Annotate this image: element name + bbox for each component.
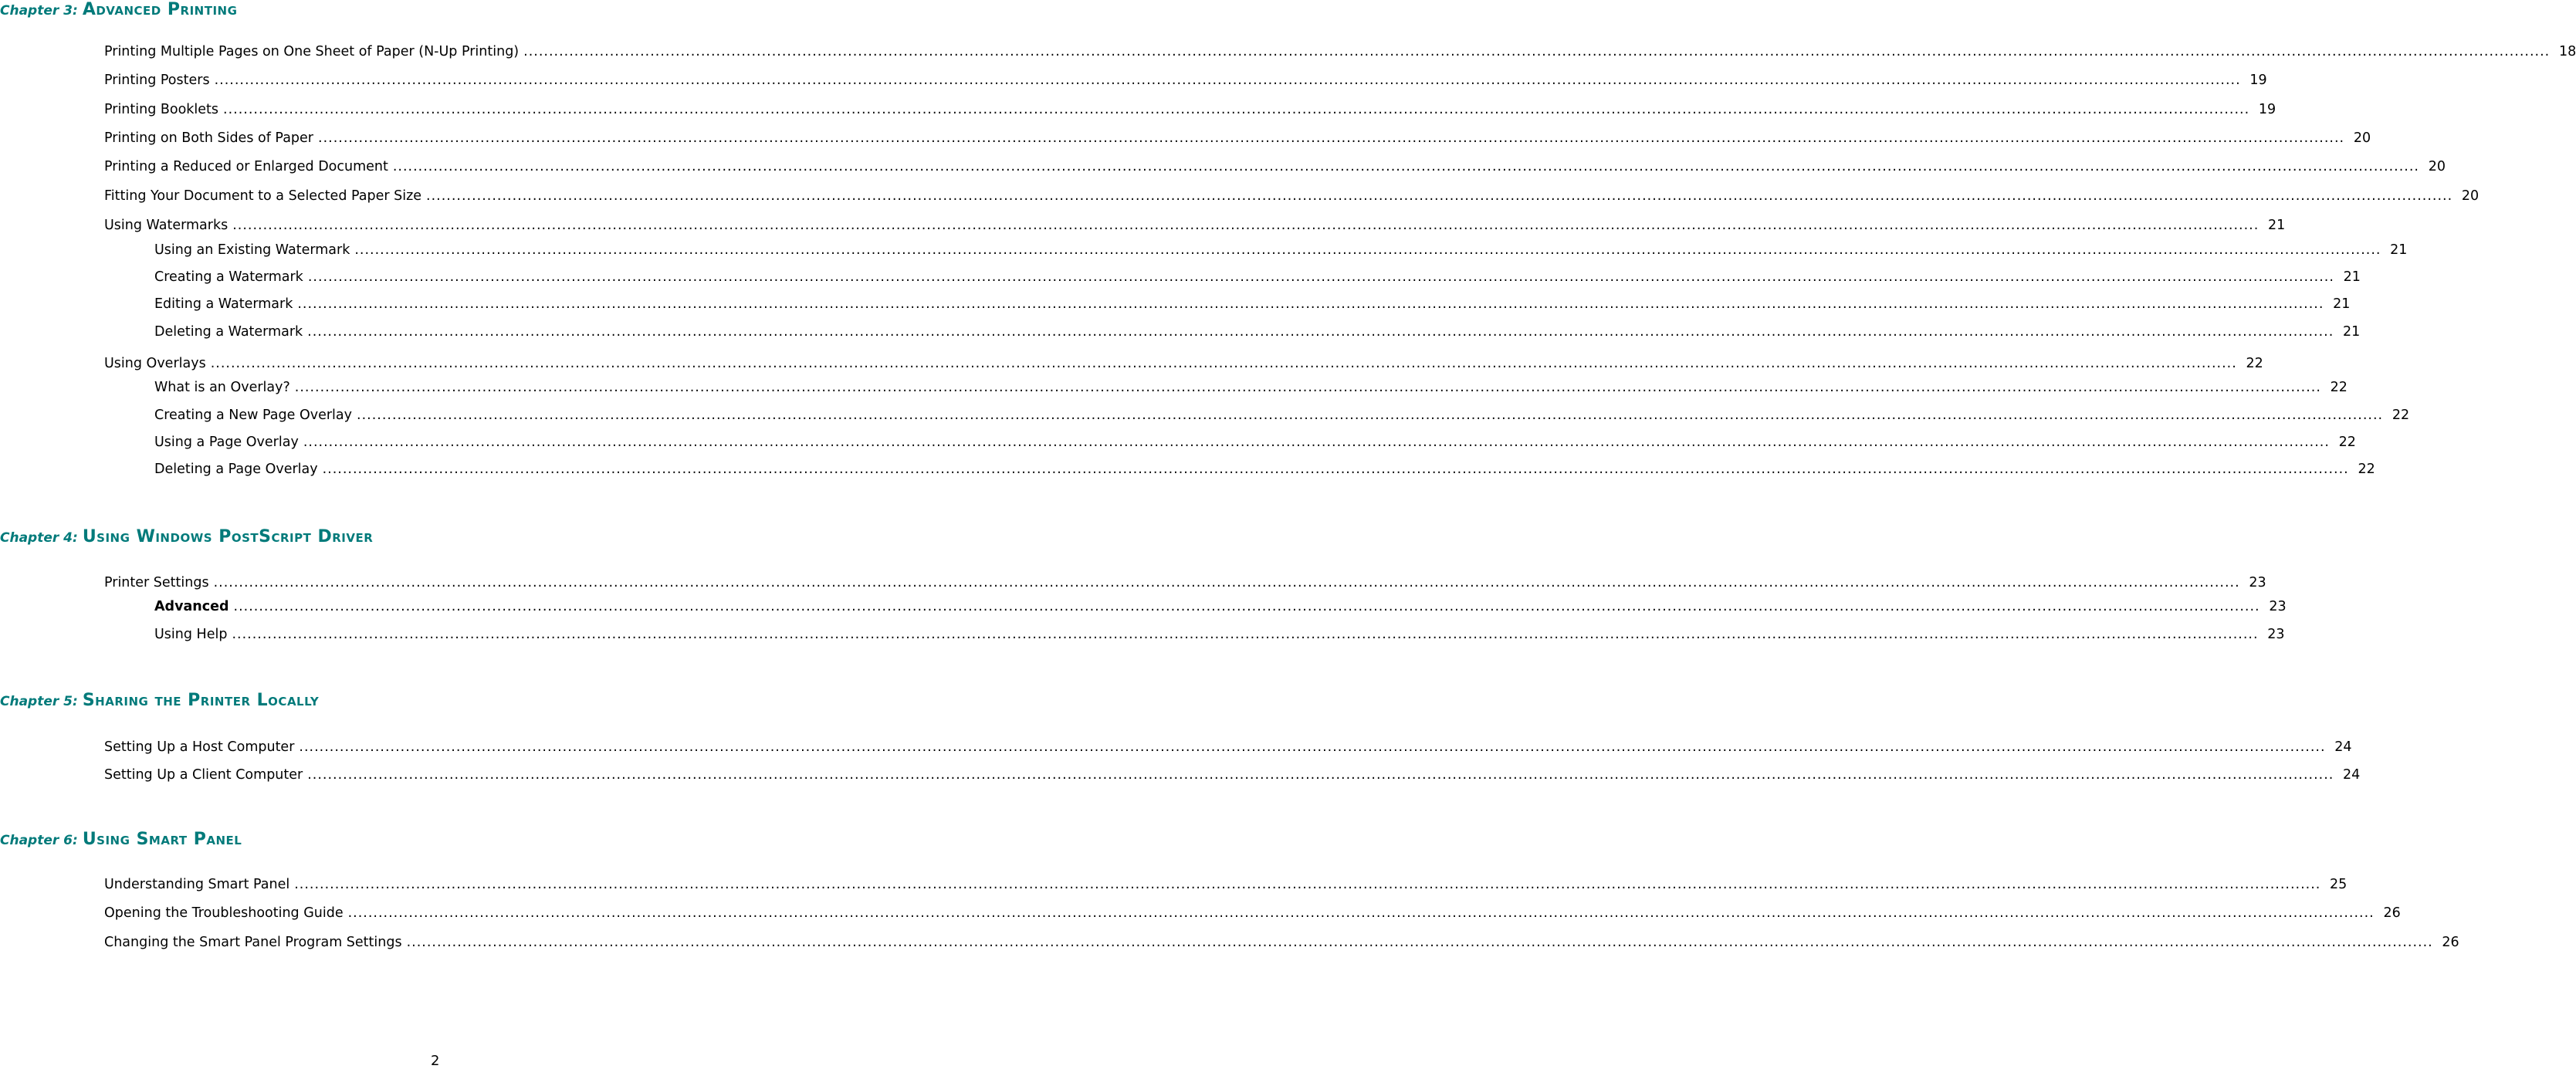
dot-leader: ................................................................................................................................................................................................................................................................................................................................................................................................................ xyxy=(232,218,2260,233)
toc-entry[interactable] xyxy=(154,242,2408,259)
chapter-heading xyxy=(0,830,242,849)
toc-entry-text: Deleting a Page Overlay xyxy=(154,462,318,477)
chapter-label: Chapter 3: xyxy=(0,3,78,19)
dot-leader: ................................................................................................................................................................................................................................................................................................................................................................................................................ xyxy=(303,435,2330,450)
dot-leader: ................................................................................................................................................................................................................................................................................................................................................................................................................ xyxy=(294,380,2321,395)
toc-entry[interactable] xyxy=(154,323,2361,340)
chapter-heading xyxy=(0,0,237,19)
toc-entry-page: 20 xyxy=(2461,188,2480,204)
toc-entry-text: Understanding Smart Panel xyxy=(104,877,290,892)
dot-leader: ................................................................................................................................................................................................................................................................................................................................................................................................................ xyxy=(318,130,2345,146)
toc-entry-text: Editing a Watermark xyxy=(154,296,293,312)
dot-leader: ................................................................................................................................................................................................................................................................................................................................................................................................................ xyxy=(307,269,2334,285)
chapter-label: Chapter 6: xyxy=(0,833,78,848)
chapter-title: Using Smart Panel xyxy=(82,830,242,849)
toc-entry-text: Printing Multiple Pages on One Sheet of Paper (N-Up Printing) xyxy=(104,44,520,59)
dot-leader: ................................................................................................................................................................................................................................................................................................................................................................................................................ xyxy=(297,296,2324,312)
toc-entry-page: 22 xyxy=(2392,408,2410,423)
toc-entry-text: Opening the Troubleshooting Guide xyxy=(104,905,344,921)
toc-entry-page: 25 xyxy=(2330,877,2348,892)
toc-entry-text: Using Watermarks xyxy=(104,218,228,233)
toc-entry[interactable] xyxy=(154,598,2287,615)
toc-entry-page: 22 xyxy=(2246,356,2263,371)
dot-leader: ................................................................................................................................................................................................................................................................................................................................................................................................................ xyxy=(213,575,2240,590)
dot-leader: ................................................................................................................................................................................................................................................................................................................................................................................................................ xyxy=(307,324,2334,340)
dot-leader: ................................................................................................................................................................................................................................................................................................................................................................................................................ xyxy=(392,159,2419,174)
toc-entry-text: What is an Overlay? xyxy=(154,380,290,395)
toc-entry[interactable] xyxy=(154,379,2348,396)
dot-leader: ................................................................................................................................................................................................................................................................................................................................................................................................................ xyxy=(223,102,2250,117)
toc-entry-page: 19 xyxy=(2249,73,2267,88)
toc-entry[interactable] xyxy=(154,461,2375,478)
toc-entry[interactable] xyxy=(104,72,2267,89)
chapter-title: Using Windows PostScript Driver xyxy=(82,527,374,546)
toc-entry-text: Printing Booklets xyxy=(104,102,219,117)
toc-entry-page: 18 xyxy=(2558,44,2576,59)
toc-entry[interactable] xyxy=(104,43,2576,60)
dot-leader: ................................................................................................................................................................................................................................................................................................................................................................................................................ xyxy=(299,739,2326,755)
toc-entry-page: 20 xyxy=(2428,159,2446,174)
toc-entry-text: Advanced xyxy=(154,599,229,614)
toc-entry-text: Printing a Reduced or Enlarged Document xyxy=(104,159,388,174)
toc-entry-text: Setting Up a Client Computer xyxy=(104,767,303,783)
dot-leader: ................................................................................................................................................................................................................................................................................................................................................................................................................ xyxy=(347,905,2375,921)
dot-leader: ................................................................................................................................................................................................................................................................................................................................................................................................................ xyxy=(294,877,2321,892)
toc-entry-text: Creating a Watermark xyxy=(154,269,303,285)
toc-entry-page: 23 xyxy=(2267,627,2285,642)
toc-entry-page: 26 xyxy=(2383,905,2401,921)
dot-leader: ................................................................................................................................................................................................................................................................................................................................................................................................................ xyxy=(426,188,2453,204)
toc-entry[interactable] xyxy=(104,355,2263,372)
toc-entry[interactable] xyxy=(104,766,2361,783)
toc-entry-text: Using Overlays xyxy=(104,356,206,371)
chapter-heading xyxy=(0,527,373,546)
toc-entry-page: 23 xyxy=(2249,575,2266,590)
toc-entry-text: Using an Existing Watermark xyxy=(154,242,350,258)
toc-entry-page: 20 xyxy=(2353,130,2371,146)
toc-entry[interactable] xyxy=(104,188,2480,205)
toc-entry[interactable] xyxy=(154,626,2285,643)
chapter-title: Sharing the Printer Locally xyxy=(82,691,320,710)
toc-entry[interactable] xyxy=(104,574,2266,591)
chapter-heading xyxy=(0,691,319,710)
dot-leader: ................................................................................................................................................................................................................................................................................................................................................................................................................ xyxy=(357,408,2384,423)
toc-entry[interactable] xyxy=(104,158,2446,175)
toc-entry-page: 19 xyxy=(2258,102,2276,117)
toc-entry[interactable] xyxy=(154,407,2410,424)
chapter-label: Chapter 4: xyxy=(0,530,78,546)
toc-entry-page: 22 xyxy=(2338,435,2356,450)
toc-entry[interactable] xyxy=(104,905,2401,922)
toc-entry[interactable] xyxy=(104,217,2286,234)
dot-leader: ................................................................................................................................................................................................................................................................................................................................................................................................................ xyxy=(307,767,2334,783)
toc-entry[interactable] xyxy=(154,434,2356,451)
dot-leader: ................................................................................................................................................................................................................................................................................................................................................................................................................ xyxy=(406,935,2433,950)
toc-entry[interactable] xyxy=(104,934,2459,951)
toc-entry[interactable] xyxy=(154,269,2361,286)
toc-entry-page: 21 xyxy=(2268,218,2286,233)
page-number: 2 xyxy=(431,1053,440,1069)
toc-entry-text: Using a Page Overlay xyxy=(154,435,299,450)
dot-leader: ................................................................................................................................................................................................................................................................................................................................................................................................................ xyxy=(210,356,2237,371)
dot-leader: ................................................................................................................................................................................................................................................................................................................................................................................................................ xyxy=(214,73,2241,88)
toc-entry-text: Printer Settings xyxy=(104,575,209,590)
toc-entry-page: 21 xyxy=(2390,242,2408,258)
toc-entry-page: 24 xyxy=(2343,767,2361,783)
toc-entry-text: Using Help xyxy=(154,627,228,642)
dot-leader: ................................................................................................................................................................................................................................................................................................................................................................................................................ xyxy=(322,462,2349,477)
dot-leader: ................................................................................................................................................................................................................................................................................................................................................................................................................ xyxy=(233,599,2260,614)
chapter-label: Chapter 5: xyxy=(0,694,78,709)
dot-leader: ................................................................................................................................................................................................................................................................................................................................................................................................................ xyxy=(232,627,2259,642)
toc-entry-text: Changing the Smart Panel Program Settings xyxy=(104,935,402,950)
toc-entry-text: Printing on Both Sides of Paper xyxy=(104,130,313,146)
toc-entry[interactable] xyxy=(154,296,2351,313)
toc-entry[interactable] xyxy=(104,130,2371,147)
toc-entry[interactable] xyxy=(104,739,2352,756)
toc-entry-text: Deleting a Watermark xyxy=(154,324,303,340)
toc-entry[interactable] xyxy=(104,101,2276,118)
toc-entry-text: Fitting Your Document to a Selected Paper Size xyxy=(104,188,422,204)
toc-entry-page: 24 xyxy=(2334,739,2352,755)
chapter-title: Advanced Printing xyxy=(82,0,238,19)
toc-entry-text: Printing Posters xyxy=(104,73,210,88)
toc-entry-page: 21 xyxy=(2343,269,2361,285)
toc-entry-page: 22 xyxy=(2358,462,2375,477)
dot-leader: ................................................................................................................................................................................................................................................................................................................................................................................................................ xyxy=(354,242,2381,258)
toc-entry-text: Creating a New Page Overlay xyxy=(154,408,352,423)
toc-entry-page: 23 xyxy=(2269,599,2287,614)
toc-entry-text: Setting Up a Host Computer xyxy=(104,739,295,755)
toc-entry-page: 21 xyxy=(2333,296,2351,312)
toc-entry-page: 26 xyxy=(2442,935,2459,950)
toc-entry[interactable] xyxy=(104,876,2348,893)
toc-entry-page: 22 xyxy=(2330,380,2348,395)
dot-leader: ................................................................................................................................................................................................................................................................................................................................................................................................................ xyxy=(523,44,2551,59)
toc-entry-page: 21 xyxy=(2343,324,2361,340)
